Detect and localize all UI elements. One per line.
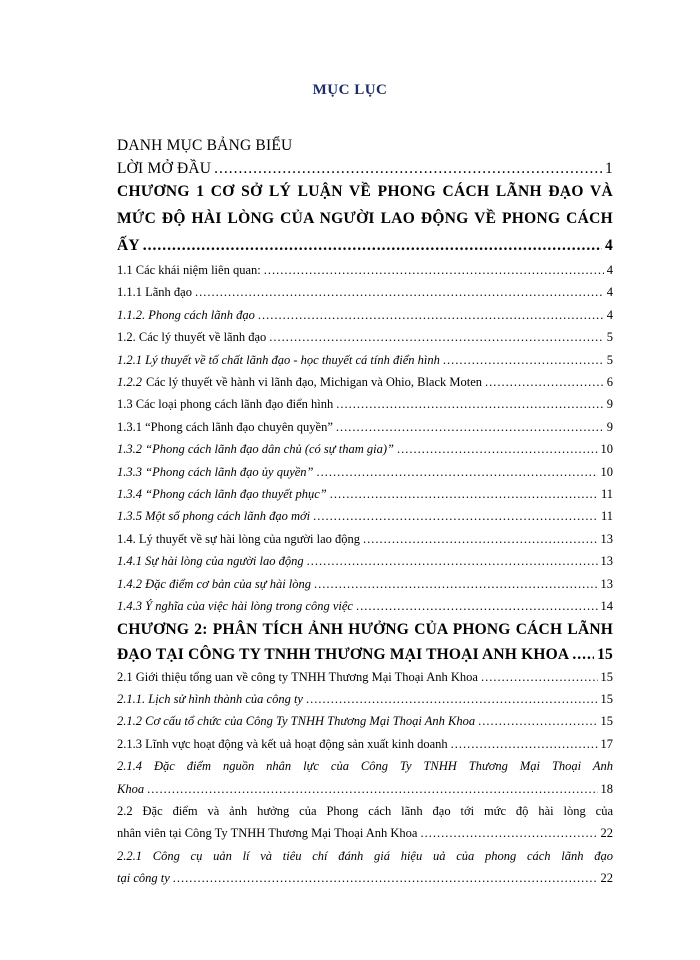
- toc-entry-2-2[interactable]: 2.2 Đặc điểm và ảnh hưởng của Phong cách lãnh đạo tới mức độ hài lòng của nhân viên tại Công Ty TNHH Thương Mại Thoại Anh Khoa ..... 22: [117, 800, 613, 845]
- toc-entry-1-1[interactable]: 1.1 Các khái niệm liên quan: ..... 4: [117, 259, 613, 281]
- toc-entry-2-1-2[interactable]: 2.1.2 Cơ cấu tổ chức của Công Ty TNHH Thương Mại Thoại Anh Khoa ..... 15: [117, 710, 613, 732]
- toc-entry-2-1-1[interactable]: 2.1.1. Lịch sử hình thành của công ty ..... 15: [117, 688, 613, 710]
- toc-entry-2-1-4[interactable]: 2.1.4 Đặc điểm nguồn nhân lực của Công Ty TNHH Thương Mại Thoại Anh Khoa ..... 18: [117, 755, 613, 800]
- toc-entry-1-1-1[interactable]: 1.1.1 Lãnh đạo ..... 4: [117, 281, 613, 303]
- toc-entry-1-3-3[interactable]: 1.3.3 “Phong cách lãnh đạo ủy quyền” ..... 10: [117, 461, 613, 483]
- toc-entry-1-3[interactable]: 1.3 Các loại phong cách lãnh đạo điển hình ..... 9: [117, 393, 613, 415]
- page-title: MỤC LỤC: [312, 82, 388, 98]
- toc-entry-loi-mo-dau[interactable]: LỜI MỞ ĐẦU ..... 1: [117, 157, 613, 180]
- toc-entry-2-2-1[interactable]: 2.2.1 Công cụ uản lí và tiêu chí đánh giá hiệu uả của phong cách lãnh đạo tại công ty ..... 22: [117, 845, 613, 890]
- toc-entry-chuong-1[interactable]: CHƯƠNG 1 CƠ SỞ LÝ LUẬN VỀ PHONG CÁCH LÃNH ĐẠO VÀ MỨC ĐỘ HÀI LÒNG CỦA NGƯỜI LAO ĐỘNG VỀ PHONG CÁCH ẤY ..... 4: [117, 180, 613, 257]
- toc-entry-1-4-1[interactable]: 1.4.1 Sự hài lòng của người lao động ..... 13: [117, 550, 613, 572]
- toc-entry-1-4[interactable]: 1.4. Lý thuyết về sự hài lòng của người lao động ..... 13: [117, 528, 613, 550]
- toc-entry-1-4-2[interactable]: 1.4.2 Đặc điểm cơ bản của sự hài lòng ..... 13: [117, 573, 613, 595]
- toc-entry-2-1-3[interactable]: 2.1.3 Lĩnh vực hoạt động và kết uả hoạt động sản xuất kinh doanh ..... 17: [117, 733, 613, 755]
- toc-entry-1-2[interactable]: 1.2. Các lý thuyết về lãnh đạo ..... 5: [117, 326, 613, 348]
- toc-entry-danh-muc[interactable]: DANH MỤC BẢNG BIỂU: [117, 137, 293, 154]
- toc-entry-1-1-2[interactable]: 1.1.2. Phong cách lãnh đạo ..... 4: [117, 304, 613, 326]
- toc-entry-1-3-4[interactable]: 1.3.4 “Phong cách lãnh đạo thuyết phục” ..... 11: [117, 483, 613, 505]
- toc-entry-2-1[interactable]: 2.1 Giới thiệu tổng uan về công ty TNHH Thương Mại Thoại Anh Khoa ..... 15: [117, 666, 613, 688]
- toc-entry-1-3-1[interactable]: 1.3.1 “Phong cách lãnh đạo chuyên quyền” ..... 9: [117, 416, 613, 438]
- toc-entry-chuong-2[interactable]: CHƯƠNG 2: PHÂN TÍCH ẢNH HƯỞNG CỦA PHONG CÁCH LÃNH ĐẠO TẠI CÔNG TY TNHH THƯƠNG MẠI THOẠI ANH KHOA ..... 15: [117, 618, 613, 666]
- toc-entry-1-3-5[interactable]: 1.3.5 Một số phong cách lãnh đạo mới ..... 11: [117, 505, 613, 527]
- toc-entry-1-2-1[interactable]: 1.2.1 Lý thuyết về tố chất lãnh đạo - học thuyết cá tính điển hình ..... 5: [117, 349, 613, 371]
- toc-entry-1-2-2[interactable]: 1.2.2 Các lý thuyết về hành vi lãnh đạo, Michigan và Ohio, Black Moten ..... 6: [117, 371, 613, 393]
- toc-entry-1-4-3[interactable]: 1.4.3 Ý nghĩa của việc hài lòng trong công việc ..... 14: [117, 595, 613, 617]
- table-of-contents: [117, 130, 613, 890]
- toc-entry-1-3-2[interactable]: 1.3.2 “Phong cách lãnh đạo dân chủ (có sự tham gia)” ..... 10: [117, 438, 613, 460]
